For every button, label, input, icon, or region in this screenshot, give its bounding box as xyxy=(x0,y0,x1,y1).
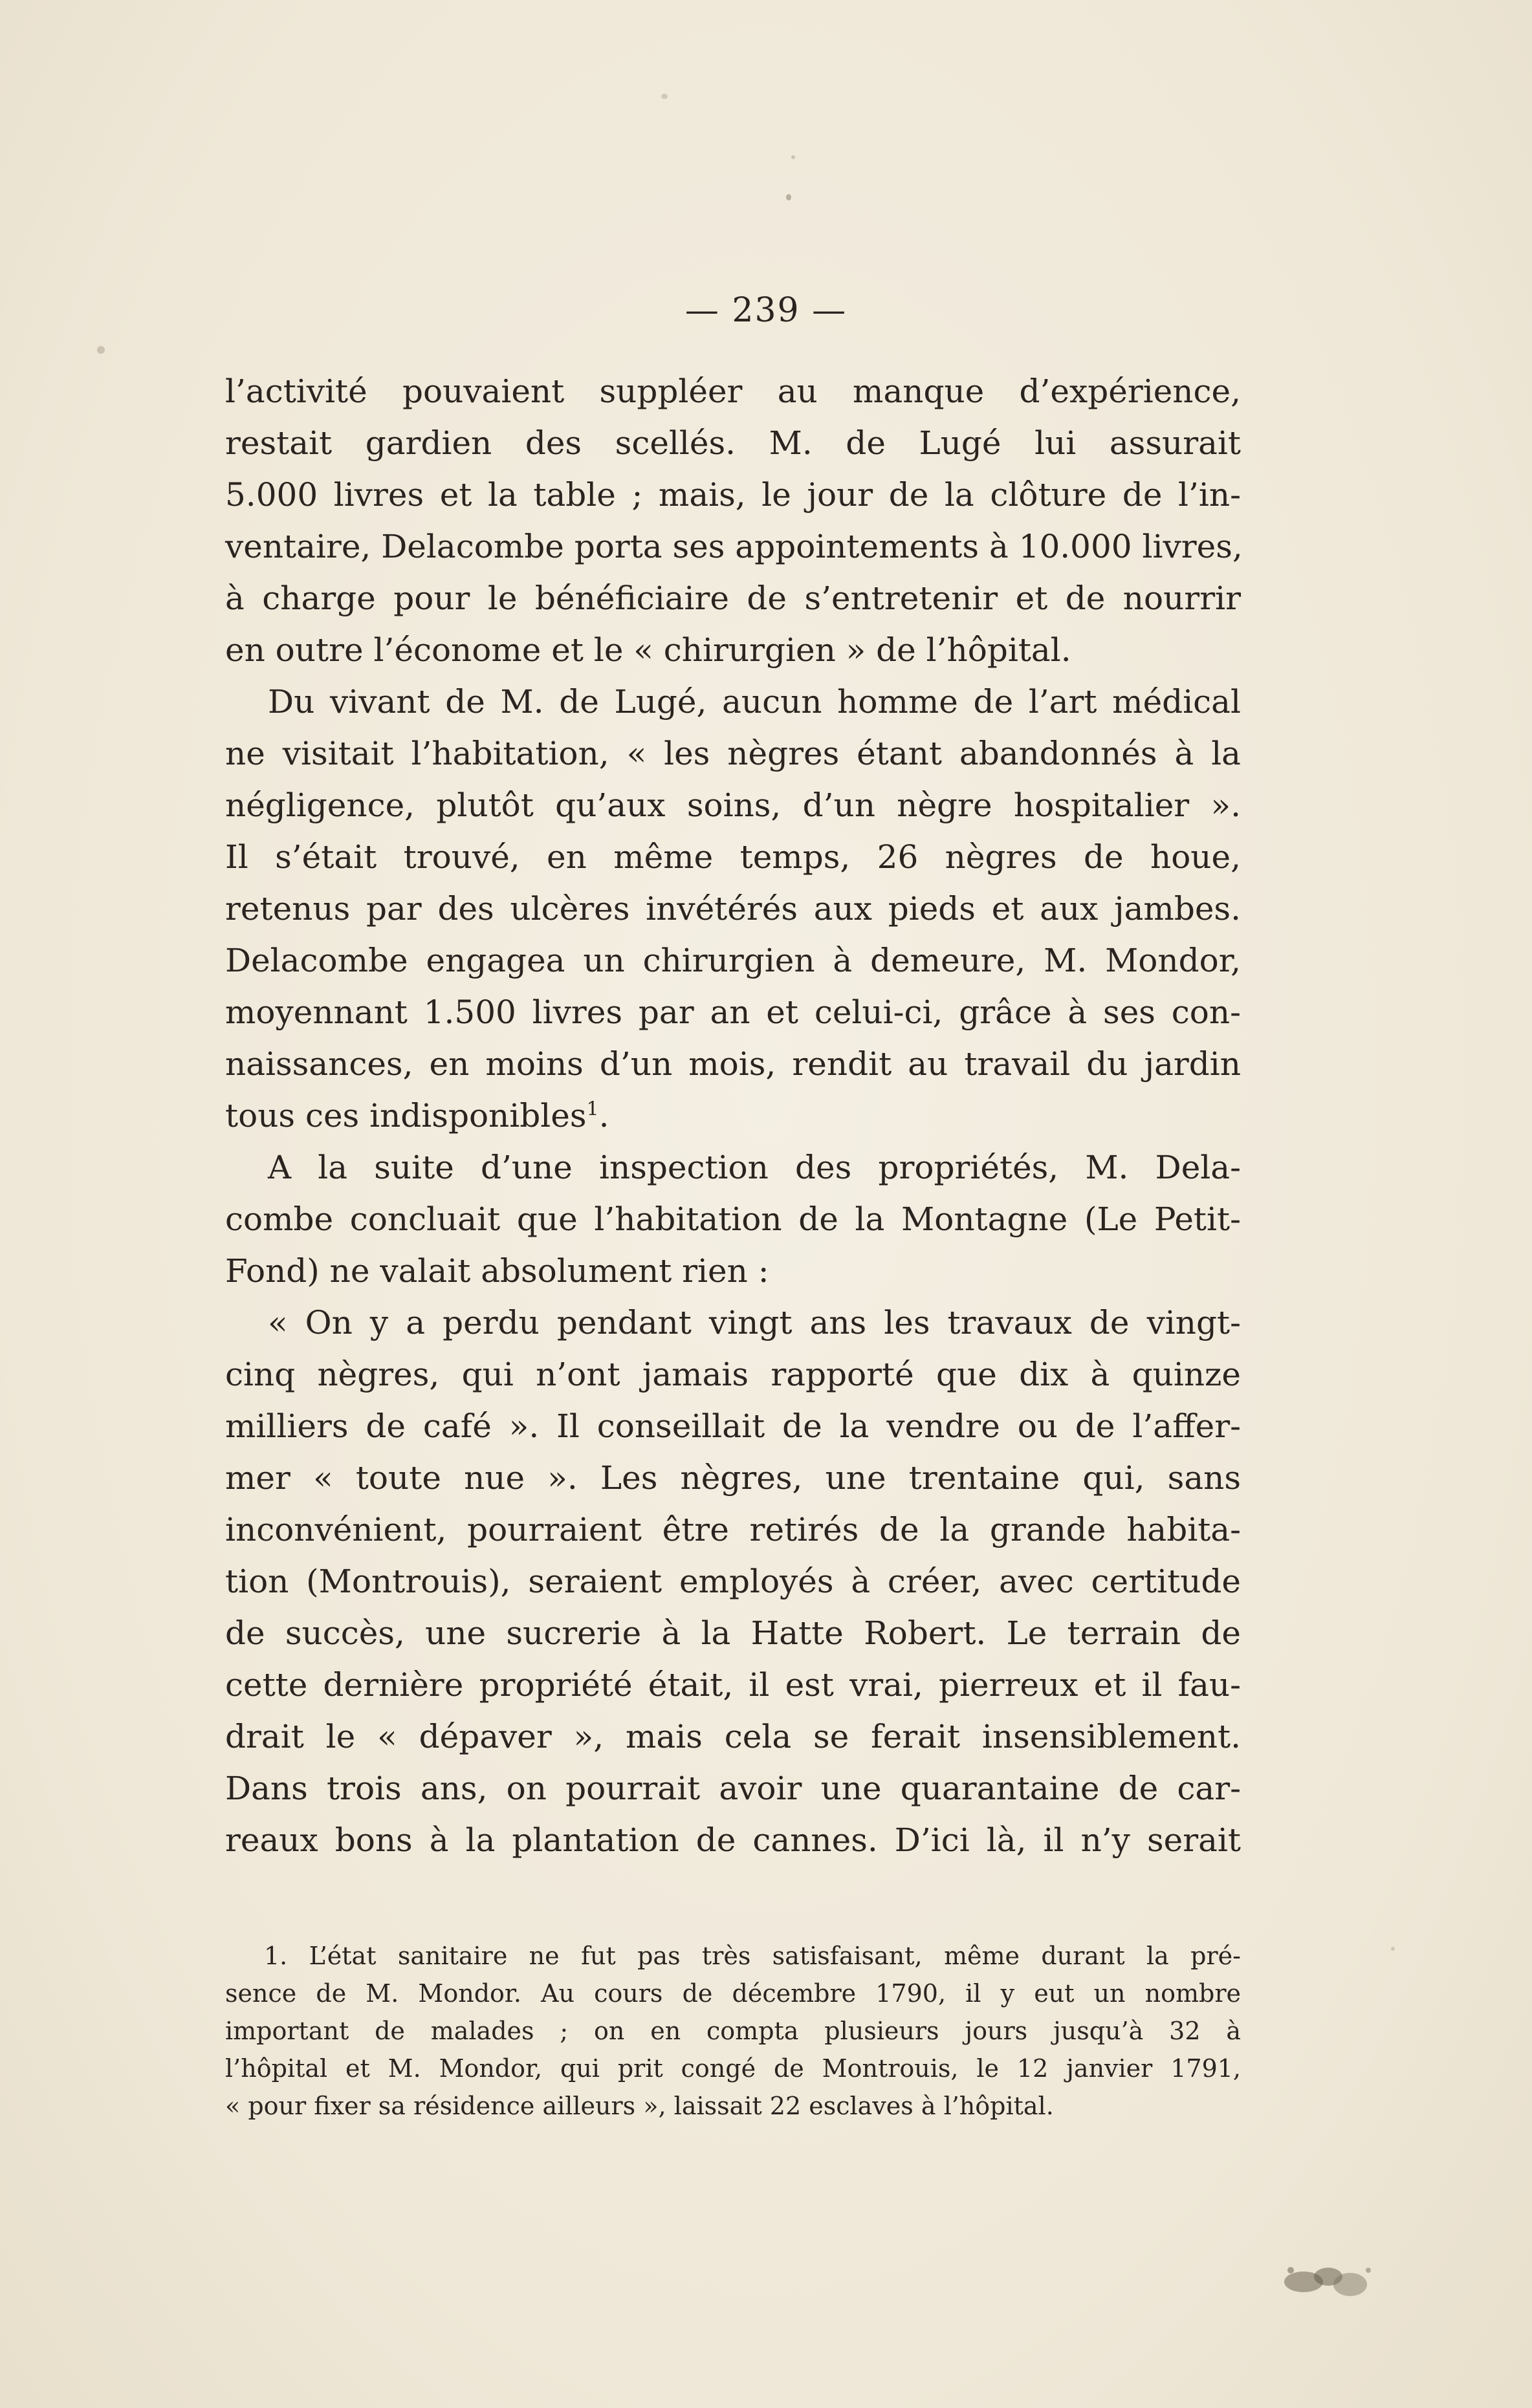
text-line xyxy=(225,1814,1241,1866)
ink-stain-mark xyxy=(1278,2251,1381,2309)
text-line xyxy=(225,1659,1241,1711)
line-text: ne visitait l’habitation, « les nègres étant abandonnés à la xyxy=(225,735,1241,772)
line-text: ventaire, Delacombe porta ses appointements à 10.000 livres, xyxy=(225,528,1243,565)
text-line xyxy=(225,883,1241,935)
line-text: Il s’était trouvé, en même temps, 26 nègres de houe, xyxy=(225,838,1241,876)
line-punct: . xyxy=(598,1097,609,1134)
line-text: tion (Montrouis), seraient employés à créer, avec certitude xyxy=(225,1563,1241,1600)
line-text: milliers de café ». Il conseillait de la vendre ou de l’affer- xyxy=(225,1407,1241,1445)
line-text: à charge pour le bénéficiaire de s’entretenir et de nourrir xyxy=(225,580,1241,617)
line-text: négligence, plutôt qu’aux soins, d’un nègre hospitalier ». xyxy=(225,786,1241,824)
text-line xyxy=(225,728,1241,779)
text-line xyxy=(225,1142,1241,1193)
text-line xyxy=(225,1090,1241,1142)
text-line xyxy=(225,469,1241,521)
line-text: sence de M. Mondor. Au cours de décembre 1790, il y eut un nombre xyxy=(225,1979,1241,2008)
line-text: de succès, une sucrerie à la Hatte Robert. Le terrain de xyxy=(225,1614,1241,1652)
line-text: tous ces indisponibles xyxy=(225,1097,587,1134)
text-line xyxy=(225,624,1241,676)
line-text: reaux bons à la plantation de cannes. D’ici là, il n’y serait xyxy=(225,1821,1241,1859)
line-text: Delacombe engagea un chirurgien à demeure, M. Mondor, xyxy=(225,942,1241,979)
text-line xyxy=(225,1504,1241,1556)
line-text: « pour fixer sa résidence ailleurs », laissait 22 esclaves à l’hôpital. xyxy=(225,2092,1054,2120)
line-text: naissances, en moins d’un mois, rendit au travail du jardin xyxy=(225,1045,1241,1083)
line-text: cette dernière propriété était, il est vrai, pierreux et il fau- xyxy=(225,1666,1241,1704)
line-text: inconvénient, pourraient être retirés de la grande habita- xyxy=(225,1511,1241,1548)
text-line xyxy=(225,1400,1241,1452)
line-text: moyennant 1.500 livres par an et celui-ci, grâce à ses con- xyxy=(225,993,1241,1031)
text-line xyxy=(225,676,1241,728)
text-line xyxy=(225,521,1241,572)
line-text: combe concluait que l’habitation de la Montagne (Le Petit- xyxy=(225,1200,1241,1238)
speck-mark xyxy=(791,155,795,159)
footnotes xyxy=(225,1937,1241,2125)
text-line xyxy=(225,365,1241,417)
footnote-line xyxy=(225,2012,1241,2050)
text-line xyxy=(225,1193,1241,1245)
line-text: Fond) ne valait absolument rien : xyxy=(225,1252,769,1290)
line-text: l’activité pouvaient suppléer au manque d’expérience, xyxy=(225,373,1241,410)
speck-mark xyxy=(661,94,668,99)
line-text: A la suite d’une inspection des propriétés, M. Dela- xyxy=(268,1149,1241,1186)
line-text: en outre l’économe et le « chirurgien » de l’hôpital. xyxy=(225,631,1071,669)
line-text: Dans trois ans, on pourrait avoir une quarantaine de car- xyxy=(225,1770,1241,1807)
line-text: drait le « dépaver », mais cela se ferait insensiblement. xyxy=(225,1718,1241,1755)
line-text: retenus par des ulcères invétérés aux pieds et aux jambes. xyxy=(225,890,1241,927)
text-line xyxy=(225,1245,1241,1297)
line-text: 1. L’état sanitaire ne fut pas très satisfaisant, même durant la pré- xyxy=(264,1942,1241,1970)
text-line xyxy=(225,1711,1241,1763)
speck-mark xyxy=(1391,1947,1395,1951)
page-number: — 239 — xyxy=(684,291,848,330)
line-text: l’hôpital et M. Mondor, qui prit congé de Montrouis, le 12 janvier 1791, xyxy=(225,2054,1241,2083)
text-line xyxy=(225,986,1241,1038)
text-line xyxy=(225,935,1241,986)
text-line xyxy=(225,1349,1241,1400)
line-text: 5.000 livres et la table ; mais, le jour de la clôture de l’in- xyxy=(225,476,1241,514)
speck-mark xyxy=(97,346,105,354)
text-line xyxy=(225,1556,1241,1607)
text-line xyxy=(225,779,1241,831)
footnote-line xyxy=(225,1937,1241,1975)
text-line xyxy=(225,1607,1241,1659)
footnote-line xyxy=(225,2087,1241,2125)
body-text xyxy=(225,365,1241,1866)
line-text: Du vivant de M. de Lugé, aucun homme de l’art médical xyxy=(268,683,1241,721)
footnote-ref: 1 xyxy=(586,1098,599,1121)
speck-mark xyxy=(786,194,791,201)
line-text: cinq nègres, qui n’ont jamais rapporté que dix à quinze xyxy=(225,1356,1241,1393)
text-line xyxy=(225,572,1241,624)
text-line xyxy=(225,1038,1241,1090)
text-line xyxy=(225,1763,1241,1814)
text-line xyxy=(225,417,1241,469)
line-text: restait gardien des scellés. M. de Lugé lui assurait xyxy=(225,424,1241,462)
text-line xyxy=(225,1452,1241,1504)
text-line xyxy=(225,1297,1241,1349)
line-text: mer « toute nue ». Les nègres, une trentaine qui, sans xyxy=(225,1459,1241,1497)
line-text: important de malades ; on en compta plusieurs jours jusqu’à 32 à xyxy=(225,2017,1241,2045)
line-text: « On y a perdu pendant vingt ans les travaux de vingt- xyxy=(268,1304,1241,1341)
footnote-line xyxy=(225,2050,1241,2087)
footnote-line xyxy=(225,1975,1241,2012)
text-line xyxy=(225,831,1241,883)
